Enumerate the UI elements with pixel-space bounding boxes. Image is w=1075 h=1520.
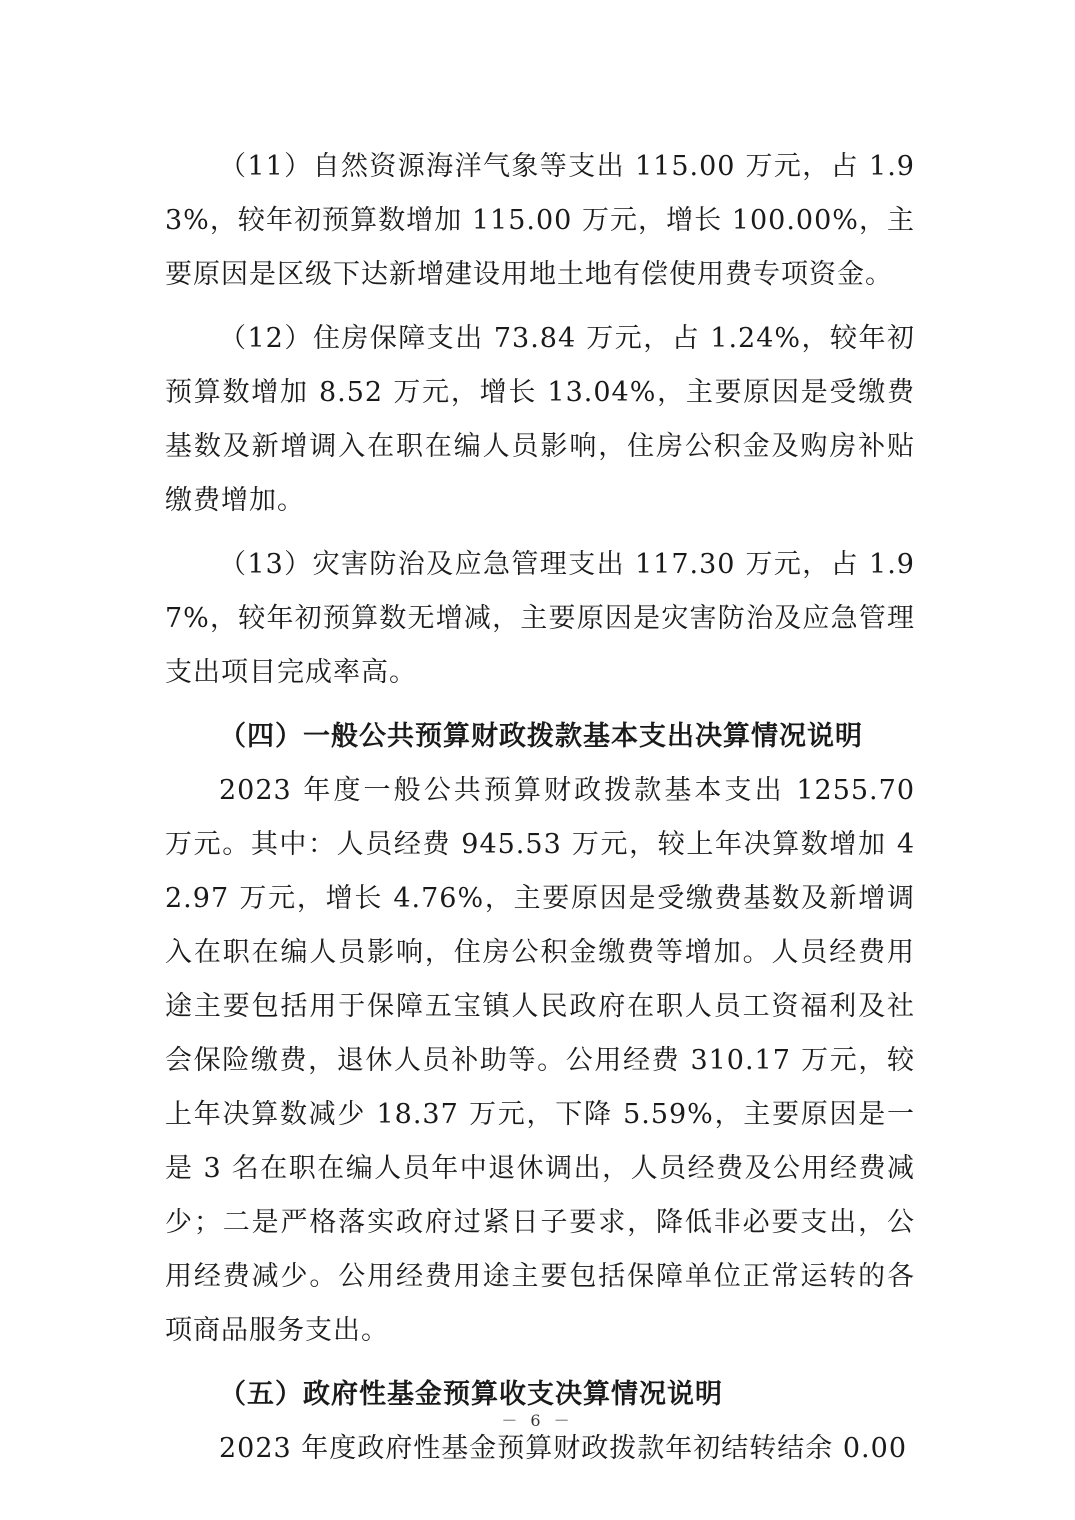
- section-heading-4: （四）一般公共预算财政拨款基本支出决算情况说明: [219, 721, 863, 752]
- paragraph-item-12: （12）住房保障支出 73.84 万元，占 1.24%，较年初预算数增加 8.52 万元，增长 13.04%，主要原因是受缴费基数及新增调入在职在编人员影响，住房公积金及购房补贴缴费增加。: [165, 323, 915, 516]
- paragraph-item-11: （11）自然资源海洋气象等支出 115.00 万元，占 1.93%，较年初预算数增加 115.00 万元，增长 100.00%，主要原因是区级下达新增建设用地土地有偿使用费专项资金。: [165, 151, 915, 290]
- page-number: － 6 －: [501, 1411, 574, 1430]
- section-heading-5: （五）政府性基金预算收支决算情况说明: [219, 1379, 723, 1410]
- paragraph-fund-budget: 2023 年度政府性基金预算财政拨款年初结转结余 0.00: [219, 1433, 907, 1464]
- paragraph-item-13: （13）灾害防治及应急管理支出 117.30 万元，占 1.97%，较年初预算数无增减，主要原因是灾害防治及应急管理支出项目完成率高。: [165, 549, 915, 688]
- page-content: [165, 140, 915, 1476]
- paragraph-basic-expenditure: 2023 年度一般公共预算财政拨款基本支出 1255.70 万元。其中：人员经费 945.53 万元，较上年决算数增加 42.97 万元，增长 4.76%，主要原因是受缴费基数及新增调入在职在编人员影响，住房公积金缴费等增加。人员经费用途主要包括用于保障五宝镇人民政府在职人员工资福利及社会保险缴费，退休人员补助等。公用经费 310.17 万元，较上年决算数减少 18.37 万元，下降 5.59%，主要原因是一是 3 名在职在编人员年中退休调出，人员经费及公用经费减少；二是严格落实政府过紧日子要求，降低非必要支出，公用经费减少。公用经费用途主要包括保障单位正常运转的各项商品服务支出。: [165, 775, 915, 1346]
